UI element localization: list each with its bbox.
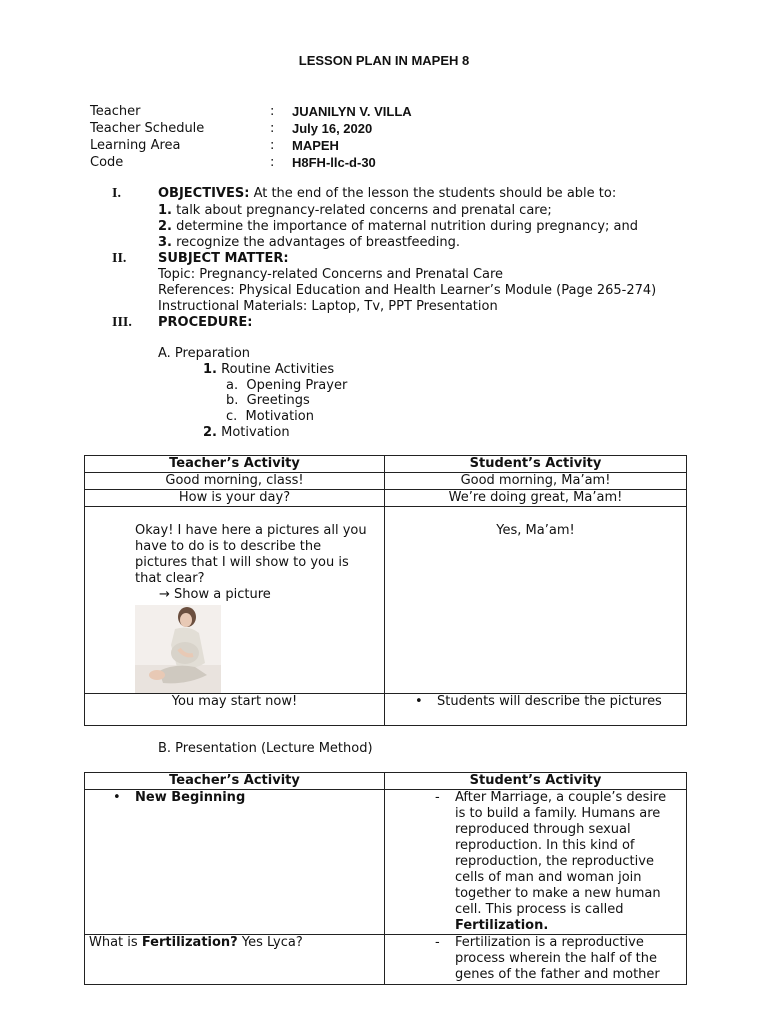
show-picture-line: → Show a picture xyxy=(159,587,271,602)
document-title: LESSON PLAN IN MAPEH 8 xyxy=(298,53,470,68)
objectives-intro: At the end of the lesson the students should be able to: xyxy=(249,186,617,201)
dash-marker: - xyxy=(435,935,440,950)
table-row xyxy=(85,507,687,694)
table-cell-teacher: How is your day? xyxy=(85,490,385,507)
routine-item-c: c. Motivation xyxy=(226,409,314,424)
objective-item-1: 1. talk about pregnancy-related concerns and prenatal care; xyxy=(158,203,552,218)
routine-activities-title: 1. Routine Activities xyxy=(203,362,335,377)
bullet-icon: • xyxy=(113,790,121,805)
dash-marker: - xyxy=(435,790,440,805)
pregnant-woman-illustration xyxy=(135,605,221,693)
info-value-schedule: July 16, 2020 xyxy=(292,121,373,136)
table-header-row xyxy=(85,773,687,790)
table-cell-student: We’re doing great, Ma’am! xyxy=(385,490,687,507)
objectives-heading: OBJECTIVES: xyxy=(158,186,250,201)
procedure-heading: PROCEDURE: xyxy=(158,315,253,330)
procedure-numeral: III. xyxy=(112,315,132,330)
objective-item-2: 2. determine the importance of maternal nutrition during pregnancy; and xyxy=(158,219,639,234)
presentation-activity-table xyxy=(84,772,687,985)
table-cell-student: • Students will describe the pictures xyxy=(385,694,687,726)
table-cell-teacher xyxy=(85,790,385,935)
info-value-learning-area: MAPEH xyxy=(292,138,339,153)
routine-item-a: a. Opening Prayer xyxy=(226,378,348,393)
info-value-teacher: JUANILYN V. VILLA xyxy=(292,104,412,119)
subject-matter-numeral: II. xyxy=(112,251,127,266)
table-row xyxy=(85,935,687,985)
table-cell-teacher xyxy=(85,507,385,694)
subject-matter-heading: SUBJECT MATTER: xyxy=(158,251,289,266)
table-header-student: Student’s Activity xyxy=(385,456,687,473)
info-colon: : xyxy=(270,104,275,119)
table-header-teacher: Teacher’s Activity xyxy=(85,773,385,790)
table-cell-student xyxy=(385,790,687,935)
table-header-teacher: Teacher’s Activity xyxy=(85,456,385,473)
info-label-learning-area: Learning Area xyxy=(90,138,181,153)
table-cell-student: Yes, Ma’am! xyxy=(385,507,687,694)
objectives-line xyxy=(158,186,616,201)
student-answer: Fertilization is a reproductive process wherein the half of the genes of the father and mother xyxy=(455,935,660,982)
info-value-code: H8FH-llc-d-30 xyxy=(292,155,376,170)
table-cell-teacher: What is Fertilization? Yes Lyca? xyxy=(85,935,385,985)
info-label-schedule: Teacher Schedule xyxy=(90,121,205,136)
subject-topic: Topic: Pregnancy-related Concerns and Prenatal Care xyxy=(158,267,504,282)
student-answer: After Marriage, a couple’s desire is to build a family. Humans are reproduced through sexual reproduction. In this kind of reproduction, the reproductive cells of man and woman join together to make a new human cell. This process is called Fertilization. xyxy=(455,790,667,933)
subject-references: References: Physical Education and Health Learner’s Module (Page 265-274) xyxy=(158,283,657,298)
info-colon: : xyxy=(270,121,275,136)
preparation-title: A. Preparation xyxy=(158,346,251,361)
info-colon: : xyxy=(270,138,275,153)
new-beginning-topic: New Beginning xyxy=(135,790,246,805)
table-cell-teacher: Good morning, class! xyxy=(85,473,385,490)
bullet-icon: • xyxy=(415,694,423,709)
objective-item-3: 3. recognize the advantages of breastfeeding. xyxy=(158,235,461,250)
motivation-title: 2. Motivation xyxy=(203,425,290,440)
presentation-title: B. Presentation (Lecture Method) xyxy=(158,741,373,756)
motivation-activity-table xyxy=(84,455,687,726)
table-row xyxy=(85,790,687,935)
info-label-code: Code xyxy=(90,155,124,170)
table-row xyxy=(85,694,687,726)
table-row xyxy=(85,490,687,507)
routine-item-b: b. Greetings xyxy=(226,393,310,408)
pregnant-woman-photo xyxy=(135,605,221,693)
table-cell-teacher: You may start now! xyxy=(85,694,385,726)
info-colon: : xyxy=(270,155,275,170)
info-label-teacher: Teacher xyxy=(90,104,141,119)
table-row xyxy=(85,473,687,490)
table-header-student: Student’s Activity xyxy=(385,773,687,790)
table-header-row xyxy=(85,456,687,473)
table-cell-student xyxy=(385,935,687,985)
arrow-right-icon: → xyxy=(159,587,170,602)
teacher-prompt: Okay! I have here a pictures all you have to do is to describe the pictures that I will show to you is that clear? → Show a picture xyxy=(89,507,380,603)
subject-materials: Instructional Materials: Laptop, Tv, PPT Presentation xyxy=(158,299,498,314)
objectives-numeral: I. xyxy=(112,186,121,201)
table-cell-student: Good morning, Ma’am! xyxy=(385,473,687,490)
